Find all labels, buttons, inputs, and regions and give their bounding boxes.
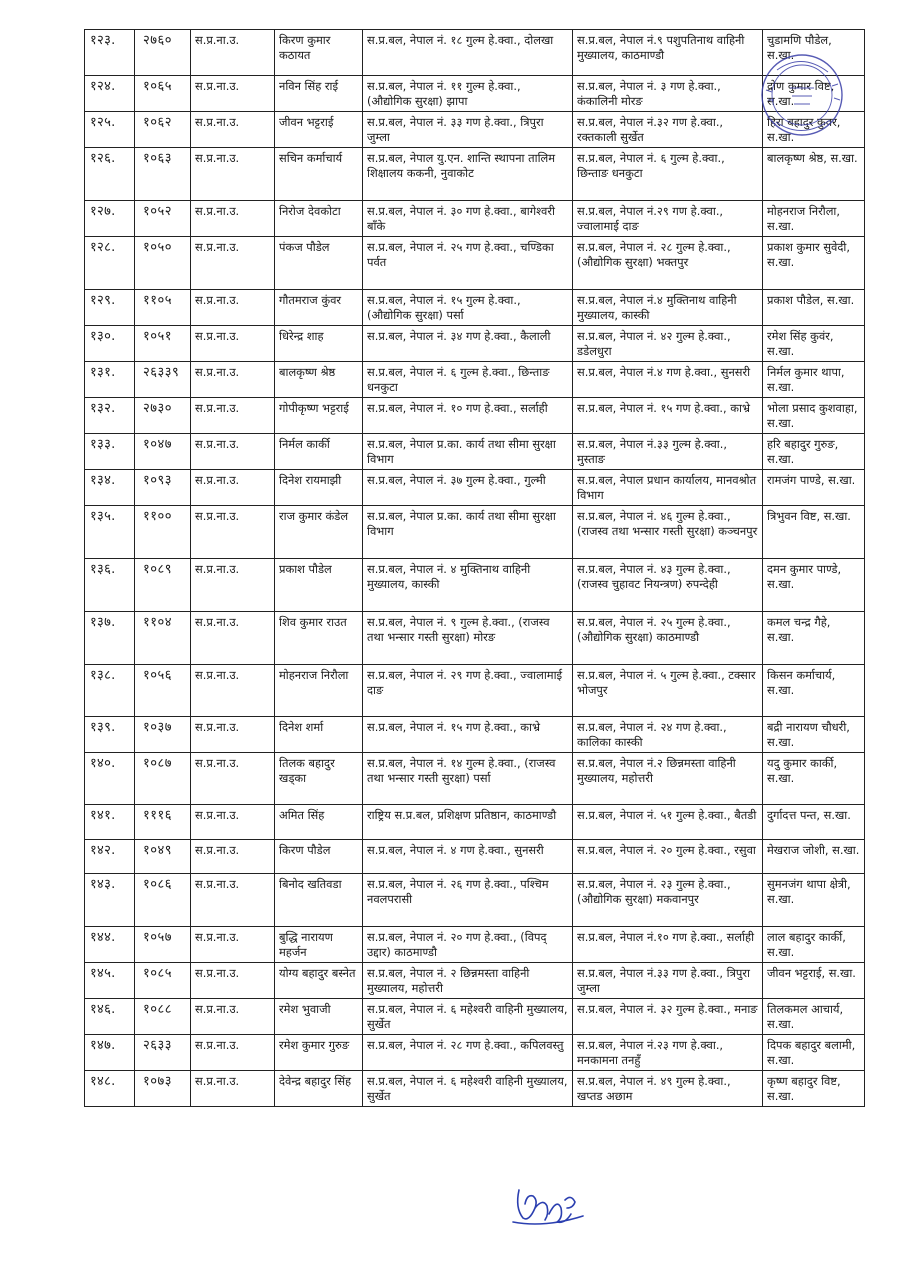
serial-number-cell: १४४.: [85, 927, 135, 963]
transfer-office-cell: स.प्र.बल, नेपाल नं. ५ गुल्म हे.क्वा., टक्सार भोजपुर: [573, 665, 763, 717]
rank-cell: स.प्र.ना.उ.: [191, 112, 275, 148]
table-row: [85, 290, 865, 326]
table-row: [85, 76, 865, 112]
rank-cell: स.प्र.ना.उ.: [191, 805, 275, 840]
id-number-cell: १०८९: [135, 559, 191, 612]
transfer-office-cell: स.प्र.बल, नेपाल नं. ४९ गुल्म हे.क्वा., खप्तड अछाम: [573, 1071, 763, 1107]
id-number-cell: १०९३: [135, 470, 191, 506]
current-office-cell: स.प्र.बल, नेपाल नं. ४ मुक्तिनाथ वाहिनी मुख्यालय, कास्की: [363, 559, 573, 612]
name-cell: बिनोद खतिवडा: [275, 874, 363, 927]
current-office-cell: स.प्र.बल, नेपाल प्र.का. कार्य तथा सीमा सुरक्षा विभाग: [363, 506, 573, 559]
id-number-cell: १०३७: [135, 717, 191, 753]
rank-cell: स.प्र.ना.उ.: [191, 612, 275, 665]
serial-number-cell: १४१.: [85, 805, 135, 840]
name-cell: प्रकाश पौडेल: [275, 559, 363, 612]
current-office-cell: स.प्र.बल, नेपाल प्र.का. कार्य तथा सीमा सुरक्षा विभाग: [363, 434, 573, 470]
serial-number-cell: १२५.: [85, 112, 135, 148]
officer-signature: [505, 1178, 595, 1233]
reference-officer-cell: यदु कुमार कार्की, स.खा.: [763, 753, 865, 805]
name-cell: तिलक बहादुर खड्का: [275, 753, 363, 805]
name-cell: राज कुमार कंडेल: [275, 506, 363, 559]
current-office-cell: स.प्र.बल, नेपाल नं. १५ गण हे.क्वा., काभ्रे: [363, 717, 573, 753]
table-row: [85, 963, 865, 999]
id-number-cell: १०८७: [135, 753, 191, 805]
serial-number-cell: १३२.: [85, 398, 135, 434]
transfer-office-cell: स.प्र.बल, नेपाल नं. ५१ गुल्म हे.क्वा., बैतडी: [573, 805, 763, 840]
serial-number-cell: १२४.: [85, 76, 135, 112]
name-cell: बुद्धि नारायण महर्जन: [275, 927, 363, 963]
name-cell: रमेश भुवाजी: [275, 999, 363, 1035]
serial-number-cell: १३१.: [85, 362, 135, 398]
table-row: [85, 927, 865, 963]
table-row: [85, 148, 865, 201]
current-office-cell: स.प्र.बल, नेपाल नं. १४ गुल्म हे.क्वा., (राजस्व तथा भन्सार गस्ती सुरक्षा) पर्सा: [363, 753, 573, 805]
id-number-cell: १०४७: [135, 434, 191, 470]
id-number-cell: १०६२: [135, 112, 191, 148]
name-cell: दिनेश रायमाझी: [275, 470, 363, 506]
name-cell: किरण कुमार कठायत: [275, 30, 363, 76]
reference-officer-cell: बालकृष्ण श्रेष्ठ, स.खा.: [763, 148, 865, 201]
table-row: [85, 201, 865, 237]
transfer-office-cell: स.प्र.बल, नेपाल नं. २३ गुल्म हे.क्वा., (औद्योगिक सुरक्षा) मकवानपुर: [573, 874, 763, 927]
rank-cell: स.प्र.ना.उ.: [191, 840, 275, 874]
rank-cell: स.प्र.ना.उ.: [191, 434, 275, 470]
transfer-office-cell: स.प्र.बल, नेपाल नं.३२ गण हे.क्वा., रक्तकाली सुर्खेत: [573, 112, 763, 148]
reference-officer-cell: दिपक बहादुर बलामी, स.खा.: [763, 1035, 865, 1071]
rank-cell: स.प्र.ना.उ.: [191, 290, 275, 326]
rank-cell: स.प्र.ना.उ.: [191, 201, 275, 237]
name-cell: देवेन्द्र बहादुर सिंह: [275, 1071, 363, 1107]
rank-cell: स.प्र.ना.उ.: [191, 717, 275, 753]
current-office-cell: स.प्र.बल, नेपाल नं. २६ गण हे.क्वा., पश्चिम नवलपरासी: [363, 874, 573, 927]
transfer-table: [84, 29, 865, 1107]
table-row: [85, 30, 865, 76]
serial-number-cell: १२६.: [85, 148, 135, 201]
transfer-office-cell: स.प्र.बल, नेपाल नं.२ छिन्नमस्ता वाहिनी मुख्यालय, महोत्तरी: [573, 753, 763, 805]
serial-number-cell: १२७.: [85, 201, 135, 237]
serial-number-cell: १४६.: [85, 999, 135, 1035]
transfer-office-cell: स.प्र.बल, नेपाल नं. ४२ गुल्म हे.क्वा., डडेलधुरा: [573, 326, 763, 362]
transfer-office-cell: स.प्र.बल, नेपाल नं.१० गण हे.क्वा., सर्लाही: [573, 927, 763, 963]
serial-number-cell: १३४.: [85, 470, 135, 506]
id-number-cell: १०४९: [135, 840, 191, 874]
id-number-cell: २७३०: [135, 398, 191, 434]
rank-cell: स.प्र.ना.उ.: [191, 753, 275, 805]
reference-officer-cell: दमन कुमार पाण्डे, स.खा.: [763, 559, 865, 612]
transfer-table-body: [85, 30, 865, 1107]
name-cell: धिरेन्द्र शाह: [275, 326, 363, 362]
serial-number-cell: १४०.: [85, 753, 135, 805]
table-row: [85, 665, 865, 717]
current-office-cell: स.प्र.बल, नेपाल नं. ११ गुल्म हे.क्वा., (औद्योगिक सुरक्षा) झापा: [363, 76, 573, 112]
current-office-cell: स.प्र.बल, नेपाल नं. ६ महेश्वरी वाहिनी मुख्यालय, सुर्खेत: [363, 999, 573, 1035]
rank-cell: स.प्र.ना.उ.: [191, 30, 275, 76]
transfer-office-cell: स.प्र.बल, नेपाल नं.३३ गुल्म हे.क्वा., मुस्ताङ: [573, 434, 763, 470]
rank-cell: स.प्र.ना.उ.: [191, 362, 275, 398]
id-number-cell: २६३३: [135, 1035, 191, 1071]
table-row: [85, 1035, 865, 1071]
reference-officer-cell: हिरा बहादुर कुवर, स.खा.: [763, 112, 865, 148]
table-row: [85, 237, 865, 290]
transfer-office-cell: स.प्र.बल, नेपाल नं. ६ गुल्म हे.क्वा., छिन्ताङ धनकुटा: [573, 148, 763, 201]
rank-cell: स.प्र.ना.उ.: [191, 237, 275, 290]
serial-number-cell: १२९.: [85, 290, 135, 326]
id-number-cell: १०७३: [135, 1071, 191, 1107]
reference-officer-cell: लाल बहादुर कार्की, स.खा.: [763, 927, 865, 963]
table-row: [85, 362, 865, 398]
table-row: [85, 434, 865, 470]
serial-number-cell: १४७.: [85, 1035, 135, 1071]
table-row: [85, 840, 865, 874]
reference-officer-cell: हरि बहादुर गुरुङ, स.खा.: [763, 434, 865, 470]
name-cell: सचिन कर्माचार्य: [275, 148, 363, 201]
id-number-cell: १०८६: [135, 874, 191, 927]
rank-cell: स.प्र.ना.उ.: [191, 76, 275, 112]
transfer-office-cell: स.प्र.बल, नेपाल नं.९ पशुपतिनाथ वाहिनी मुख्यालय, काठमाण्डौ: [573, 30, 763, 76]
reference-officer-cell: जीवन भट्टराई, स.खा.: [763, 963, 865, 999]
serial-number-cell: १३३.: [85, 434, 135, 470]
serial-number-cell: १४२.: [85, 840, 135, 874]
transfer-office-cell: स.प्र.बल, नेपाल नं.४ मुक्तिनाथ वाहिनी मुख्यालय, कास्की: [573, 290, 763, 326]
table-row: [85, 805, 865, 840]
current-office-cell: स.प्र.बल, नेपाल नं. १० गण हे.क्वा., सर्लाही: [363, 398, 573, 434]
transfer-office-cell: स.प्र.बल, नेपाल नं. ३२ गुल्म हे.क्वा., मनाङ: [573, 999, 763, 1035]
transfer-office-cell: स.प्र.बल, नेपाल नं. २० गुल्म हे.क्वा., रसुवा: [573, 840, 763, 874]
name-cell: मोहनराज निरौला: [275, 665, 363, 717]
table-row: [85, 753, 865, 805]
reference-officer-cell: प्रकाश पौडेल, स.खा.: [763, 290, 865, 326]
serial-number-cell: १३८.: [85, 665, 135, 717]
current-office-cell: स.प्र.बल, नेपाल नं. २० गण हे.क्वा., (विपद् उद्दार) काठमाण्डौ: [363, 927, 573, 963]
transfer-office-cell: स.प्र.बल, नेपाल नं. ३ गण हे.क्वा., कंकालिनी मोरङ: [573, 76, 763, 112]
name-cell: शिव कुमार राउत: [275, 612, 363, 665]
name-cell: निरोज देवकोटा: [275, 201, 363, 237]
name-cell: अमित सिंह: [275, 805, 363, 840]
rank-cell: स.प्र.ना.उ.: [191, 927, 275, 963]
id-number-cell: १०६३: [135, 148, 191, 201]
transfer-office-cell: स.प्र.बल, नेपाल नं.४ गण हे.क्वा., सुनसरी: [573, 362, 763, 398]
reference-officer-cell: तिलकमल आचार्य, स.खा.: [763, 999, 865, 1035]
current-office-cell: स.प्र.बल, नेपाल नं. १५ गुल्म हे.क्वा., (औद्योगिक सुरक्षा) पर्सा: [363, 290, 573, 326]
id-number-cell: ११०५: [135, 290, 191, 326]
current-office-cell: राष्ट्रिय स.प्र.बल, प्रशिक्षण प्रतिष्ठान, काठमाण्डौ: [363, 805, 573, 840]
serial-number-cell: १३०.: [85, 326, 135, 362]
current-office-cell: स.प्र.बल, नेपाल यु.एन. शान्ति स्थापना तालिम शिक्षालय ककनी, नुवाकोट: [363, 148, 573, 201]
table-row: [85, 112, 865, 148]
name-cell: गोपीकृष्ण भट्टराई: [275, 398, 363, 434]
id-number-cell: १०६५: [135, 76, 191, 112]
id-number-cell: ११००: [135, 506, 191, 559]
reference-officer-cell: रामजंग पाण्डे, स.खा.: [763, 470, 865, 506]
serial-number-cell: १२३.: [85, 30, 135, 76]
reference-officer-cell: मोहनराज निरौला, स.खा.: [763, 201, 865, 237]
rank-cell: स.प्र.ना.उ.: [191, 963, 275, 999]
id-number-cell: १०५७: [135, 927, 191, 963]
table-row: [85, 999, 865, 1035]
name-cell: नविन सिंह राई: [275, 76, 363, 112]
serial-number-cell: १३७.: [85, 612, 135, 665]
reference-officer-cell: किसन कर्माचार्य, स.खा.: [763, 665, 865, 717]
id-number-cell: १०५१: [135, 326, 191, 362]
serial-number-cell: १२८.: [85, 237, 135, 290]
reference-officer-cell: कृष्ण बहादुर विष्ट, स.खा.: [763, 1071, 865, 1107]
rank-cell: स.प्र.ना.उ.: [191, 398, 275, 434]
rank-cell: स.प्र.ना.उ.: [191, 559, 275, 612]
id-number-cell: १०८८: [135, 999, 191, 1035]
rank-cell: स.प्र.ना.उ.: [191, 148, 275, 201]
transfer-office-cell: स.प्र.बल, नेपाल प्रधान कार्यालय, मानवश्रोत विभाग: [573, 470, 763, 506]
name-cell: किरण पौडेल: [275, 840, 363, 874]
current-office-cell: स.प्र.बल, नेपाल नं. ३० गण हे.क्वा., बागेश्वरी बाँके: [363, 201, 573, 237]
serial-number-cell: १३९.: [85, 717, 135, 753]
current-office-cell: स.प्र.बल, नेपाल नं. ६ महेश्वरी वाहिनी मुख्यालय, सुर्खेत: [363, 1071, 573, 1107]
table-row: [85, 717, 865, 753]
rank-cell: स.प्र.ना.उ.: [191, 999, 275, 1035]
name-cell: योग्य बहादुर बस्नेत: [275, 963, 363, 999]
transfer-list-sheet: [84, 29, 864, 1107]
reference-officer-cell: सुमनजंग थापा क्षेत्री, स.खा.: [763, 874, 865, 927]
transfer-office-cell: स.प्र.बल, नेपाल नं. २८ गुल्म हे.क्वा., (औद्योगिक सुरक्षा) भक्तपुर: [573, 237, 763, 290]
serial-number-cell: १३६.: [85, 559, 135, 612]
name-cell: रमेश कुमार गुरुङ: [275, 1035, 363, 1071]
name-cell: निर्मल कार्की: [275, 434, 363, 470]
current-office-cell: स.प्र.बल, नेपाल नं. २९ गण हे.क्वा., ज्वालामाई दाङ: [363, 665, 573, 717]
current-office-cell: स.प्र.बल, नेपाल नं. ४ गण हे.क्वा., सुनसरी: [363, 840, 573, 874]
table-row: [85, 612, 865, 665]
rank-cell: स.प्र.ना.उ.: [191, 326, 275, 362]
transfer-office-cell: स.प्र.बल, नेपाल नं. १५ गण हे.क्वा., काभ्रे: [573, 398, 763, 434]
reference-officer-cell: बद्री नारायण चौधरी, स.खा.: [763, 717, 865, 753]
id-number-cell: १०५०: [135, 237, 191, 290]
table-row: [85, 398, 865, 434]
table-row: [85, 326, 865, 362]
rank-cell: स.प्र.ना.उ.: [191, 665, 275, 717]
transfer-office-cell: स.प्र.बल, नेपाल नं. ४६ गुल्म हे.क्वा., (राजस्व तथा भन्सार गस्ती सुरक्षा) कञ्चनपुर: [573, 506, 763, 559]
name-cell: जीवन भट्टराई: [275, 112, 363, 148]
reference-officer-cell: प्रकाश कुमार सुवेदी, स.खा.: [763, 237, 865, 290]
current-office-cell: स.प्र.बल, नेपाल नं. २८ गण हे.क्वा., कपिलवस्तु: [363, 1035, 573, 1071]
id-number-cell: १०५६: [135, 665, 191, 717]
id-number-cell: १०५२: [135, 201, 191, 237]
current-office-cell: स.प्र.बल, नेपाल नं. ९ गुल्म हे.क्वा., (राजस्व तथा भन्सार गस्ती सुरक्षा) मोरङ: [363, 612, 573, 665]
reference-officer-cell: त्रिभुवन विष्ट, स.खा.: [763, 506, 865, 559]
serial-number-cell: १४८.: [85, 1071, 135, 1107]
id-number-cell: १११६: [135, 805, 191, 840]
reference-officer-cell: दुर्गादत्त पन्त, स.खा.: [763, 805, 865, 840]
rank-cell: स.प्र.ना.उ.: [191, 874, 275, 927]
serial-number-cell: १३५.: [85, 506, 135, 559]
serial-number-cell: १४३.: [85, 874, 135, 927]
name-cell: बालकृष्ण श्रेष्ठ: [275, 362, 363, 398]
transfer-office-cell: स.प्र.बल, नेपाल नं.३३ गण हे.क्वा., त्रिपुरा जुम्ला: [573, 963, 763, 999]
id-number-cell: २६३३९: [135, 362, 191, 398]
table-row: [85, 470, 865, 506]
table-row: [85, 1071, 865, 1107]
current-office-cell: स.प्र.बल, नेपाल नं. १८ गुल्म हे.क्वा., दोलखा: [363, 30, 573, 76]
reference-officer-cell: निर्मल कुमार थापा, स.खा.: [763, 362, 865, 398]
current-office-cell: स.प्र.बल, नेपाल नं. २५ गण हे.क्वा., चण्डिका पर्वत: [363, 237, 573, 290]
table-row: [85, 874, 865, 927]
reference-officer-cell: चुडामणि पौडेल, स.खा.: [763, 30, 865, 76]
id-number-cell: २७६०: [135, 30, 191, 76]
reference-officer-cell: भोला प्रसाद कुशवाहा, स.खा.: [763, 398, 865, 434]
id-number-cell: ११०४: [135, 612, 191, 665]
reference-officer-cell: मेखराज जोशी, स.खा.: [763, 840, 865, 874]
table-row: [85, 559, 865, 612]
transfer-office-cell: स.प्र.बल, नेपाल नं. ४३ गुल्म हे.क्वा., (राजस्व चुहावट नियन्त्रण) रुपन्देही: [573, 559, 763, 612]
reference-officer-cell: द्रोण कुमार विष्ट, स.खा.: [763, 76, 865, 112]
table-row: [85, 506, 865, 559]
current-office-cell: स.प्र.बल, नेपाल नं. ६ गुल्म हे.क्वा., छिन्ताङ धनकुटा: [363, 362, 573, 398]
reference-officer-cell: रमेश सिंह कुवंर, स.खा.: [763, 326, 865, 362]
serial-number-cell: १४५.: [85, 963, 135, 999]
current-office-cell: स.प्र.बल, नेपाल नं. ३७ गुल्म हे.क्वा., गुल्मी: [363, 470, 573, 506]
rank-cell: स.प्र.ना.उ.: [191, 506, 275, 559]
id-number-cell: १०८५: [135, 963, 191, 999]
transfer-office-cell: स.प्र.बल, नेपाल नं.२३ गण हे.क्वा., मनकामना तनहुँ: [573, 1035, 763, 1071]
current-office-cell: स.प्र.बल, नेपाल नं. २ छिन्नमस्ता वाहिनी मुख्यालय, महोत्तरी: [363, 963, 573, 999]
transfer-office-cell: स.प्र.बल, नेपाल नं.२९ गण हे.क्वा., ज्वालामाई दाङ: [573, 201, 763, 237]
reference-officer-cell: कमल चन्द्र गैहे, स.खा.: [763, 612, 865, 665]
current-office-cell: स.प्र.बल, नेपाल नं. ३४ गण हे.क्वा., कैलाली: [363, 326, 573, 362]
rank-cell: स.प्र.ना.उ.: [191, 1035, 275, 1071]
name-cell: पंकज पौडेल: [275, 237, 363, 290]
rank-cell: स.प्र.ना.उ.: [191, 470, 275, 506]
name-cell: गौतमराज कुंवर: [275, 290, 363, 326]
transfer-office-cell: स.प्र.बल, नेपाल नं. २४ गण हे.क्वा., कालिका कास्की: [573, 717, 763, 753]
current-office-cell: स.प्र.बल, नेपाल नं. ३३ गण हे.क्वा., त्रिपुरा जुम्ला: [363, 112, 573, 148]
name-cell: दिनेश शर्मा: [275, 717, 363, 753]
transfer-office-cell: स.प्र.बल, नेपाल नं. २५ गुल्म हे.क्वा., (औद्योगिक सुरक्षा) काठमाण्डौ: [573, 612, 763, 665]
rank-cell: स.प्र.ना.उ.: [191, 1071, 275, 1107]
